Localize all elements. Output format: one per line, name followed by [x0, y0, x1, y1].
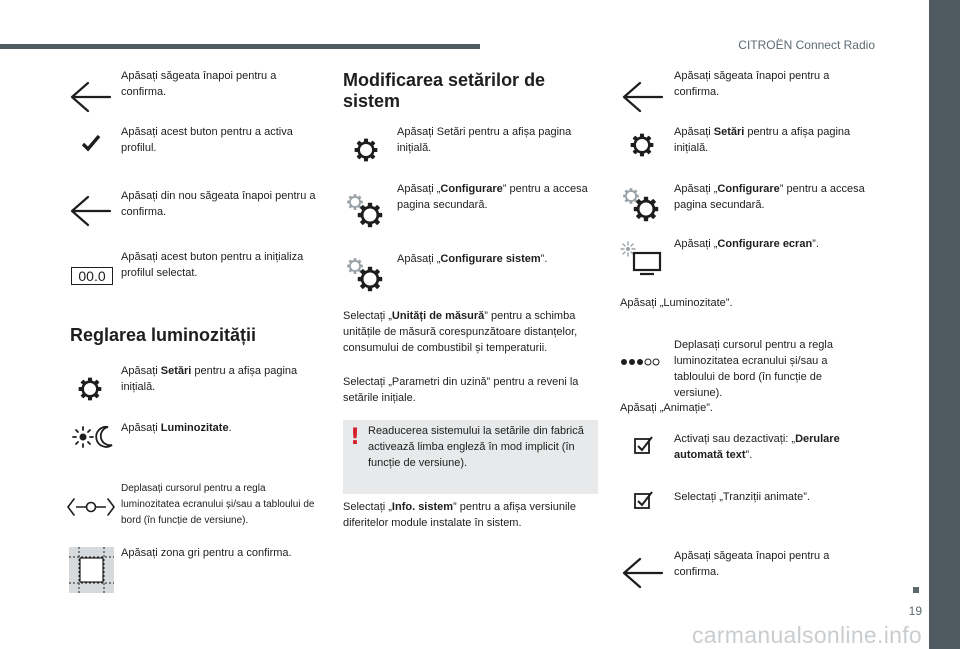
col3-step6-bold: Derulare automată text [674, 433, 840, 461]
col3-step2-pre: Apăsați [674, 126, 714, 138]
col3-step6-pre: Activați sau dezactivați: „ [674, 433, 796, 445]
col1-step3-text: Apăsați din nou săgeata înapoi pentru a confirma. [121, 190, 316, 218]
col3-step1-text: Apăsați săgeata înapoi pentru a confirma. [674, 70, 830, 98]
col2-factory-paragraph: Selectați „Parametri din uzină” pentru a reveni la setările inițiale. [343, 376, 579, 404]
col2-step3-post: ”. [540, 253, 548, 265]
col1-step8-text: Apăsați zona gri pentru a confirma. [121, 547, 292, 559]
col2-para3-pre: Selectați „ [343, 501, 392, 513]
col2-units-paragraph [343, 308, 595, 356]
col3-step5-text: Deplasați cursorul pentru a regla luminozitatea ecranului și/sau a tabloului de bord (în funcție de versiune). [674, 339, 833, 399]
col2-info-paragraph [343, 499, 598, 531]
settings-gear-icon [77, 376, 103, 402]
col2-step2-post: ” pentru a accesa pagina secundară. [397, 183, 588, 211]
col1-step7-text: Deplasați cursorul pentru a regla luminozitatea ecranului și/sau a tabloului de bord (în funcție de versiune). [121, 483, 315, 526]
col1-step2-text: Apăsați acest buton pentru a activa profilul. [121, 126, 293, 154]
col2-para1-post: ” pentru a schimba unitățile de măsură corespunzătoare distanțelor, consumului de combustibil și temperaturii. [343, 310, 578, 354]
manual-header: CITROËN Connect Radio [738, 38, 875, 52]
grey-zone-icon [69, 547, 114, 593]
col1-step6-post: . [228, 422, 232, 434]
page-marker [913, 587, 919, 593]
checkbox-checked-icon [634, 436, 654, 454]
col1-step5-bold: Setări [160, 365, 192, 377]
col3-step4-bold: Configurare ecran [717, 238, 813, 250]
col2-para3-post: ” pentru a afișa versiunile diferitelor module instalate în sistem. [343, 501, 576, 529]
warning-note [343, 420, 598, 494]
settings-gear-icon [353, 137, 379, 163]
warning-note-text: Readucerea sistemului la setările din fabrică activează limba engleză în mod implicit (în funcție de versiune). [368, 425, 584, 469]
col3-step6-text [674, 431, 869, 463]
col2-step3-pre: Apăsați „ [397, 253, 441, 265]
checkbox-checked-icon [634, 491, 654, 509]
col1-step5-text [121, 363, 321, 395]
checkmark-icon [81, 133, 101, 153]
screen-configuration-icon [620, 241, 664, 277]
col2-para3-bold: Info. sistem [391, 501, 454, 513]
col3-step2-bold: Setări [713, 126, 745, 138]
col1-step1-text: Apăsați săgeata înapoi pentru a confirma. [121, 70, 277, 98]
col3-step4-pre: Apăsați „ [674, 238, 718, 250]
back-arrow-icon [68, 80, 112, 114]
col2-para1-bold: Unități de măsură [391, 310, 485, 322]
col3-step3-pre: Apăsați „ [674, 183, 718, 195]
configuration-icon [346, 193, 386, 229]
col2-step2-bold: Configurare [440, 183, 503, 195]
col3-step8-text: Apăsați săgeata înapoi pentru a confirma. [674, 550, 830, 578]
col3-brightness-paragraph: Apăsați „Luminozitate”. [620, 297, 733, 309]
watermark: carmanualsonline.info [691, 622, 922, 648]
col1-step6-text [121, 420, 321, 436]
col1-step4-text: Apăsați acest buton pentru a inițializa profilul selectat. [121, 251, 304, 279]
col3-step7-text: Selectați „Tranziții animate”. [674, 491, 810, 503]
col2-step2-pre: Apăsați „ [397, 183, 441, 195]
col3-animation-paragraph: Apăsați „Animație”. [620, 402, 713, 414]
col1-step6-pre: Apăsați [121, 422, 161, 434]
warning-icon: ! [350, 425, 361, 450]
col1-step6-bold: Luminozitate [160, 422, 229, 434]
col1-step5-post: pentru a afișa pagina inițială. [121, 365, 298, 393]
settings-gear-icon [629, 132, 655, 158]
brightness-icon [70, 424, 116, 450]
col3-step2-post: pentru a afișa pagina inițială. [674, 126, 851, 154]
col2-step2-text [397, 181, 597, 213]
brightness-level-icon [620, 357, 660, 367]
col3-step4-text [674, 236, 874, 252]
col3-step2-text [674, 124, 874, 156]
back-arrow-icon [68, 194, 112, 228]
back-arrow-icon [620, 80, 664, 114]
col2-step1-text: Apăsați Setări pentru a afișa pagina inițială. [397, 126, 572, 154]
back-arrow-icon [620, 556, 664, 590]
col2-para1-pre: Selectați „ [343, 310, 392, 322]
counter-display [71, 267, 113, 285]
counter-display-value: 00.0 [78, 268, 106, 284]
system-configuration-icon [346, 257, 386, 293]
col3-step3-bold: Configurare [717, 183, 780, 195]
configuration-icon [622, 187, 662, 223]
top-rule [0, 44, 480, 49]
col3-step3-post: ” pentru a accesa pagina secundară. [674, 183, 865, 211]
page-number: 19 [908, 604, 922, 618]
slider-icon [66, 495, 116, 519]
page-edge-bar [929, 0, 960, 649]
col1-step5-pre: Apăsați [121, 365, 161, 377]
col3-step3-text [674, 181, 874, 213]
col2-step3-bold: Configurare sistem [440, 253, 541, 265]
section-heading-system-settings: Modificarea setărilor de sistem [343, 70, 546, 111]
section-heading-brightness: Reglarea luminozității [70, 325, 257, 345]
col3-step6-post: ”. [745, 449, 753, 461]
col3-step4-post: ”. [812, 238, 819, 250]
col2-step3-text [397, 251, 597, 267]
